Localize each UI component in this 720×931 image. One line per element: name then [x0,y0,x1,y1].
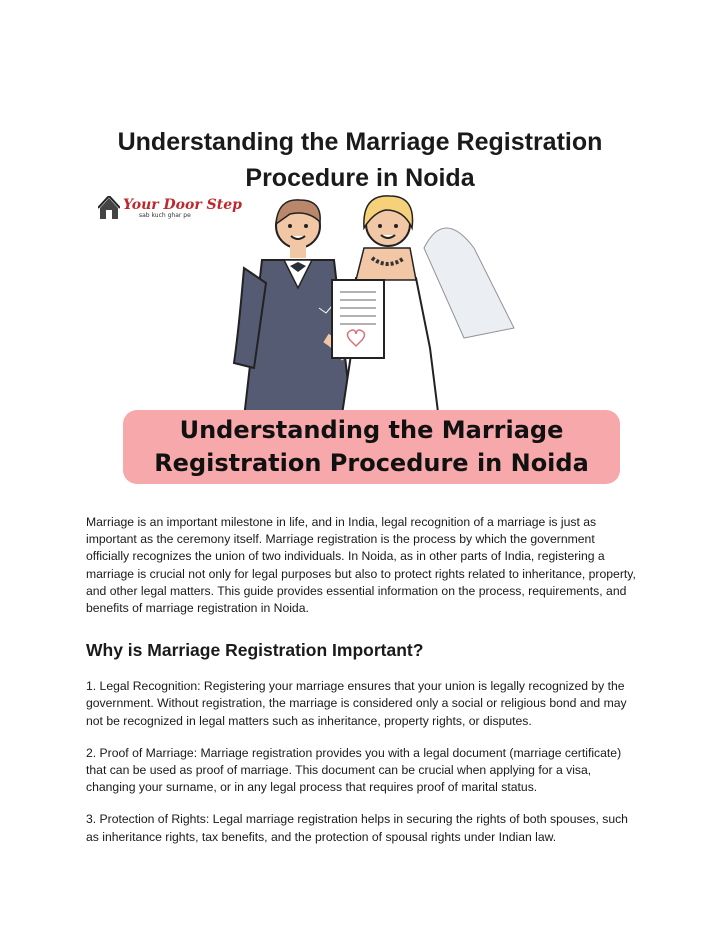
article-body [86,514,638,861]
intro-paragraph: Marriage is an important milestone in life, and in India, legal recognition of a marriage is just as important as the ceremony itself. Marriage registration is the process by which the government officially recognizes the union of two individuals. In Noida, as in other parts of India, registering a marriage is crucial not only for legal purposes but also to protect rights related to inheritance, property, and other legal matters. This guide provides essential information on the process, requirements, and benefits of marriage registration in Noida. [86,515,636,616]
logo-tagline: sab kuch ghar pe [139,211,191,219]
point-proof-of-marriage: 2. Proof of Marriage: Marriage registration provides you with a legal document (marriage certificate) that can be used as proof of marriage. This document can be crucial when applying for a visa, changing your surname, or in any legal process that requires proof of marital status. [86,745,622,795]
hero-banner [123,410,620,484]
banner-line-1: Understanding the Marriage [179,416,564,444]
brand-logo [98,196,242,220]
point-protection-of-rights: 3. Protection of Rights: Legal marriage registration helps in securing the rights of both spouses, such as inheritance rights, tax benefits, and the protection of spousal rights under Indian law. [86,812,628,844]
banner-line-2: Registration Procedure in Noida [154,449,589,477]
point-legal-recognition: 1. Legal Recognition: Registering your marriage ensures that your union is legally recognized by the government. Without registration, the marriage is considered only a social or religious bond and may not be recognized in legal matters such as inheritance, property rights, or disputes. [86,679,627,728]
page-title: Understanding the Marriage Registration Procedure in Noida [117,127,603,192]
logo-name: Your Door Step [123,196,242,213]
certificate-icon [332,280,384,358]
section-heading: Why is Marriage Registration Important? [86,640,424,661]
house-logo-icon [98,196,120,220]
